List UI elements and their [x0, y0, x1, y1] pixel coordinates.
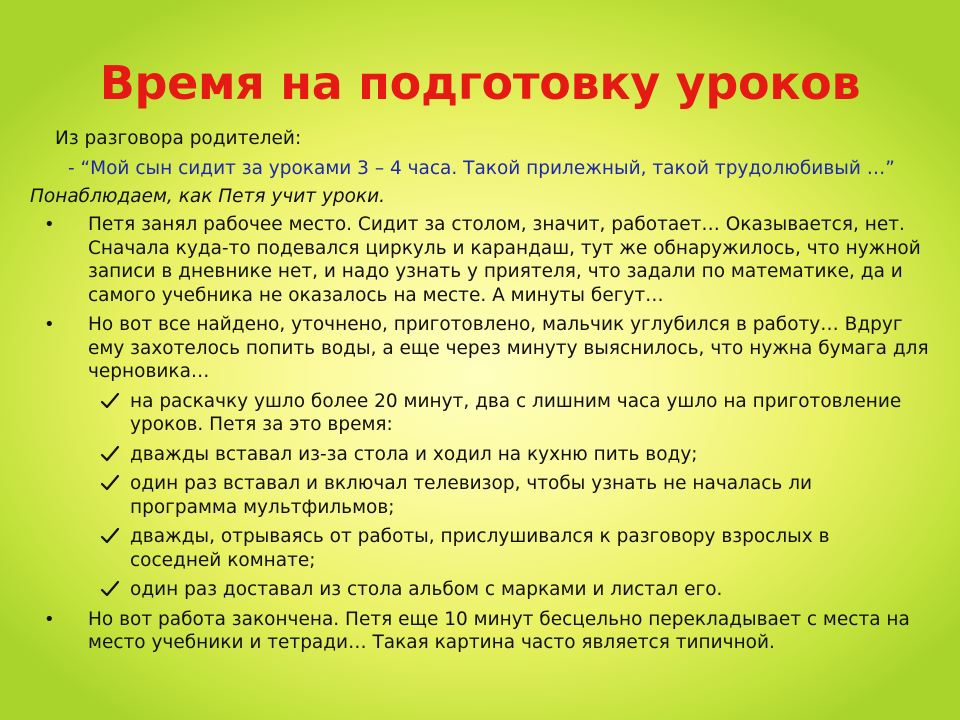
checkmark-icon — [100, 391, 120, 411]
slide-title: Время на подготовку уроков — [99, 56, 861, 110]
list-item-bullet — [30, 213, 935, 307]
list-item-check — [30, 472, 925, 519]
list-item-text: один раз вставал и включал телевизор, чтобы узнать не началась ли программа мультфильмов; — [130, 473, 813, 518]
list-item-check — [30, 443, 925, 467]
list-item-bullet — [30, 608, 935, 655]
list-item-text: дважды, отрываясь от работы, прислушивался к разговору взрослых в соседней комнате; — [130, 526, 830, 571]
list-item-text: Петя занял рабочее место. Сидит за столом, значит, работает… Оказывается, нет. Сначала куда-то подевался циркуль и карандаш, тут же обнаружилось, что нужной записи в дневнике нет, и надо узнать у приятеля, что задали по математике, да и самого учебника не оказалось на месте. А минуты бегут… — [88, 214, 921, 306]
parent-quote: - “Мой сын сидит за уроками 3 – 4 часа. Такой прилежный, такой трудолюбивый …” — [68, 158, 895, 179]
list-item-text: дважды вставал из-за стола и ходил на кухню пить воду; — [130, 443, 698, 465]
intro-line: Из разговора родителей: — [55, 128, 302, 149]
story-list — [30, 213, 935, 661]
observation-line: Понаблюдаем, как Петя учит уроки. — [30, 186, 385, 207]
bullet-dot-icon: • — [44, 608, 55, 630]
list-item-check — [30, 390, 925, 437]
bullet-dot-icon: • — [44, 314, 55, 335]
checkmark-icon — [100, 473, 120, 493]
list-item-bullet — [30, 313, 935, 384]
list-item-text: Но вот работа закончена. Петя еще 10 минут бесцельно перекладывает с места на место учебники и тетради… Такая картина часто является типичной. — [88, 608, 910, 653]
list-item-text: Но вот все найдено, уточнено, приготовлено, мальчик углубился в работу… Вдруг ему захотелось попить воды, а еще через минуту выяснилось, что нужна бумага для черновика… — [88, 314, 929, 382]
checkmark-icon — [100, 579, 120, 599]
list-item-check — [30, 525, 925, 572]
list-item-text: на раскачку ушло более 20 минут, два с лишним часа ушло на приготовление уроков. Петя за это время: — [130, 390, 902, 435]
bullet-dot-icon: • — [44, 214, 55, 235]
list-item-text: один раз доставал из стола альбом с марками и листал его. — [130, 579, 723, 600]
checkmark-icon — [100, 444, 120, 464]
checkmark-icon — [100, 526, 120, 546]
list-item-check — [30, 578, 925, 602]
